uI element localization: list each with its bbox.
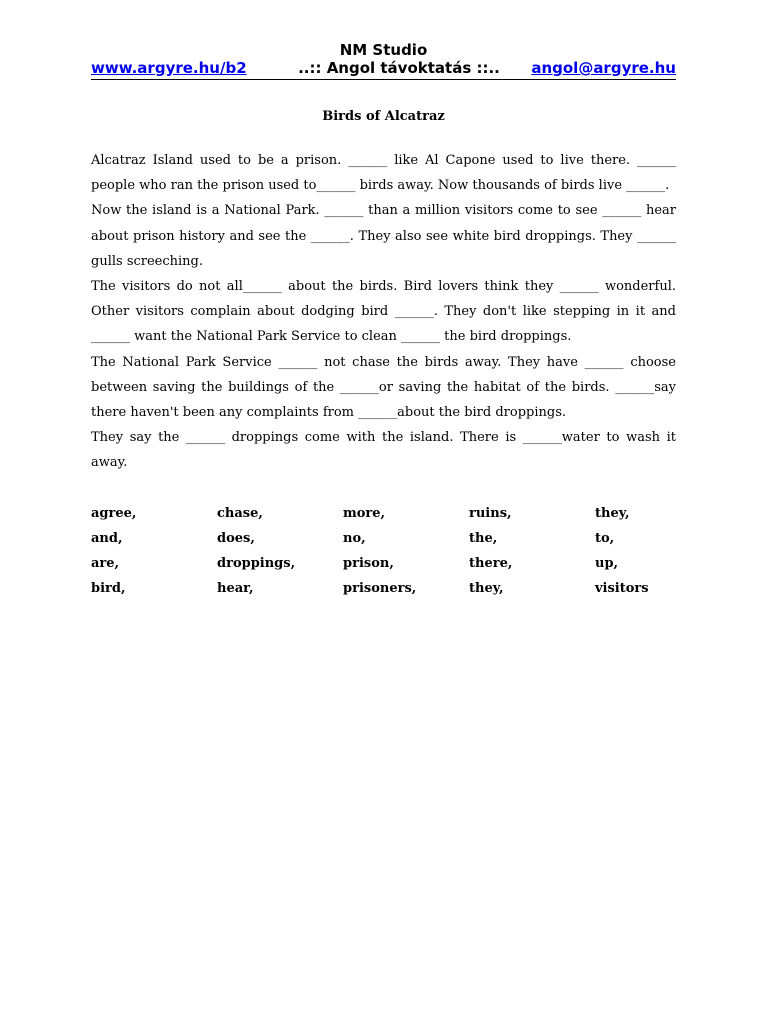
header-tagline: ..:: Angol távoktatás ::..: [298, 59, 500, 77]
word-bank-item: and,: [91, 530, 123, 546]
word-bank-item: ruins,: [469, 505, 512, 521]
exercise-text: [91, 148, 676, 476]
email-link[interactable]: angol@argyre.hu: [531, 59, 676, 77]
page-title: Birds of Alcatraz: [322, 109, 445, 124]
word-bank-item: does,: [217, 530, 255, 546]
website-link[interactable]: www.argyre.hu/b2: [91, 59, 247, 77]
word-bank-item: chase,: [217, 505, 263, 521]
paragraph: They say the ______ droppings come with the island. There is ______water to wash it away.: [91, 430, 676, 471]
word-bank-item: are,: [91, 556, 120, 572]
word-bank-item: hear,: [217, 581, 254, 597]
word-bank-item: the,: [469, 530, 498, 546]
word-bank-item: there,: [469, 556, 513, 572]
paragraph: Alcatraz Island used to be a prison. ______ like Al Capone used to live there. ______ people who ran the prison used to______ birds away. Now thousands of birds live ______.: [91, 153, 676, 194]
word-bank-item: prison,: [343, 556, 394, 572]
paragraph: The visitors do not all______ about the birds. Bird lovers think they ______ wonderful. Other visitors complain about dodging bird ______. They don't like stepping in it and ______ want the National Park Service to clean ______ the bird droppings.: [91, 279, 676, 345]
document-page: [91, 41, 676, 601]
word-bank-item: prisoners,: [343, 581, 417, 597]
word-bank: [91, 501, 676, 602]
word-bank-item: more,: [343, 505, 386, 521]
paragraph: The National Park Service ______ not chase the birds away. They have ______ choose between saving the buildings of the ______or saving the habitat of the birds. ______say there haven't been any complaints from ______about the bird droppings.: [91, 354, 676, 421]
word-bank-item: bird,: [91, 581, 126, 597]
word-bank-item: to,: [595, 530, 615, 546]
word-bank-item: up,: [595, 556, 619, 572]
paragraph: Now the island is a National Park. ______ than a million visitors come to see ______ hear about prison history and see the ______. They also see white bird droppings. They ______ gulls screeching.: [91, 203, 676, 269]
word-bank-item: agree,: [91, 505, 137, 521]
studio-name: NM Studio: [339, 41, 428, 59]
word-bank-item: no,: [343, 530, 366, 546]
word-bank-item: they,: [469, 581, 504, 597]
word-bank-item: droppings,: [217, 556, 296, 572]
word-bank-item: visitors: [595, 581, 649, 597]
word-bank-item: they,: [595, 505, 630, 521]
header-row: [91, 59, 676, 80]
